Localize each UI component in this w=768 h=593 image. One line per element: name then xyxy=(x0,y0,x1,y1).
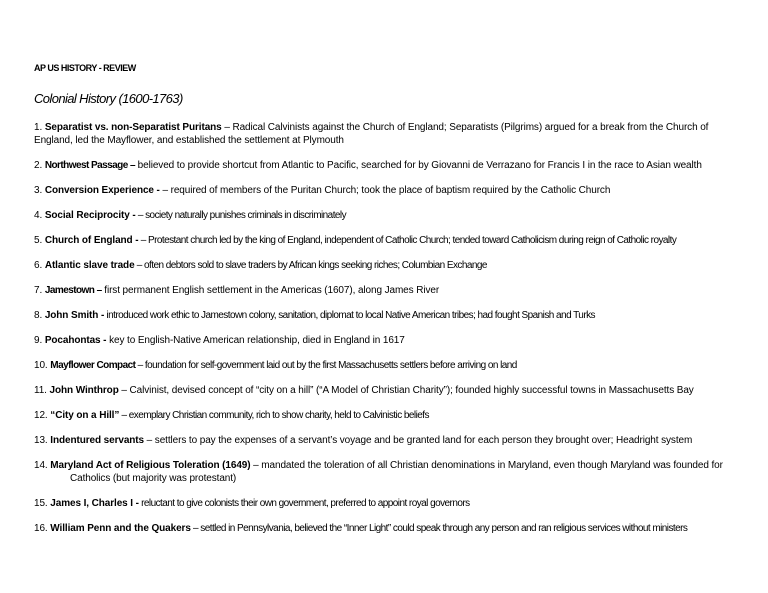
item-term: Church of England - xyxy=(44,235,139,246)
item-definition: introduced work ethic to Jamestown colony, sanitation, diplomat to local Native American tribes; had fought Spanish and Turks xyxy=(104,310,596,321)
item-definition: – Radical Calvinists against the Church of England; Separatists (Pilgrims) argued for a break from the Church of England, led the Mayflower, and established the settlement at Plymouth xyxy=(34,122,709,146)
item-number: 7. xyxy=(34,285,43,296)
list-item xyxy=(34,434,740,447)
item-term: Pocahontas - xyxy=(44,335,107,346)
item-term: Indentured servants xyxy=(50,435,144,446)
list-item xyxy=(34,409,740,422)
item-term: John Smith - xyxy=(44,310,105,321)
item-definition: – settled in Pennsylvania, believed the “Inner Light” could speak through any person and ran religious services without ministers xyxy=(190,523,688,534)
review-list xyxy=(34,121,740,535)
item-number: 16. xyxy=(34,523,48,534)
list-item xyxy=(34,334,740,347)
item-definition: – mandated the toleration of all Christian denominations in Maryland, even though Maryland was founded for Catholics (but majority was protestant) xyxy=(70,460,723,484)
list-item xyxy=(34,284,740,297)
list-item xyxy=(34,159,740,172)
list-item xyxy=(34,121,740,147)
item-definition: – foundation for self-government laid out by the first Massachusetts settlers before arriving on land xyxy=(135,360,517,371)
item-number: 4. xyxy=(34,210,43,221)
item-term: Mayflower Compact xyxy=(50,360,136,371)
item-definition: – settlers to pay the expenses of a servant’s voyage and be granted land for each person they brought over; Headright system xyxy=(143,435,693,446)
item-term: Northwest Passage – xyxy=(44,160,135,171)
item-term: Jamestown – xyxy=(44,285,102,296)
item-term: Social Reciprocity - xyxy=(44,210,136,221)
list-item xyxy=(34,259,740,272)
item-definition: first permanent English settlement in the Americas (1607), along James River xyxy=(101,285,440,296)
item-term: Atlantic slave trade xyxy=(44,260,135,271)
item-number: 2. xyxy=(34,160,43,171)
item-term: Maryland Act of Religious Toleration (1649) xyxy=(50,460,251,471)
item-definition: – required of members of the Puritan Church; took the place of baptism required by the Catholic Church xyxy=(159,185,611,196)
item-number: 6. xyxy=(34,260,43,271)
item-term: John Winthrop xyxy=(49,385,119,396)
document-header-label: AP US HISTORY - REVIEW xyxy=(34,63,136,73)
list-item xyxy=(34,359,740,372)
list-item xyxy=(34,384,740,397)
item-definition: reluctant to give colonists their own government, preferred to appoint royal governors xyxy=(138,498,470,509)
item-definition: – Protestant church led by the king of England, independent of Catholic Church; tended toward Catholicism during reign of Catholic royalty xyxy=(138,235,677,246)
item-definition: – Calvinist, devised concept of “city on a hill” (“A Model of Christian Charity”); founded highly successful towns in Massachusetts Bay xyxy=(118,385,694,396)
item-number: 3. xyxy=(34,185,43,196)
item-definition: believed to provide shortcut from Atlantic to Pacific, searched for by Giovanni de Verrazano for Francis I in the race to Asian wealth xyxy=(134,160,702,171)
list-item xyxy=(34,309,740,322)
item-definition: key to English-Native American relationship, died in England in 1617 xyxy=(106,335,405,346)
list-item xyxy=(34,184,740,197)
item-number: 15. xyxy=(34,498,48,509)
item-number: 13. xyxy=(34,435,48,446)
item-number: 1. xyxy=(34,122,43,133)
list-item xyxy=(34,209,740,222)
item-term: Conversion Experience - xyxy=(44,185,160,196)
item-definition: – often debtors sold to slave traders by African kings seeking riches; Columbian Exchange xyxy=(134,260,487,271)
list-item xyxy=(34,234,740,247)
item-number: 14. xyxy=(34,460,48,471)
item-term: James I, Charles I - xyxy=(50,498,139,509)
item-definition: – exemplary Christian community, rich to show charity, held to Calvinistic beliefs xyxy=(119,410,429,421)
item-number: 12. xyxy=(34,410,48,421)
item-number: 8. xyxy=(34,310,43,321)
item-term: “City on a Hill” xyxy=(50,410,120,421)
item-number: 10. xyxy=(34,360,48,371)
list-item xyxy=(34,522,740,535)
item-term: William Penn and the Quakers xyxy=(50,523,191,534)
list-item xyxy=(34,497,740,510)
list-item xyxy=(34,459,740,485)
item-definition: – society naturally punishes criminals in discriminately xyxy=(135,210,347,221)
item-number: 5. xyxy=(34,235,43,246)
item-number: 9. xyxy=(34,335,43,346)
section-title: Colonial History (1600-1763) xyxy=(34,91,183,106)
item-term: Separatist vs. non-Separatist Puritans xyxy=(44,122,222,133)
item-number: 11. xyxy=(34,385,47,396)
